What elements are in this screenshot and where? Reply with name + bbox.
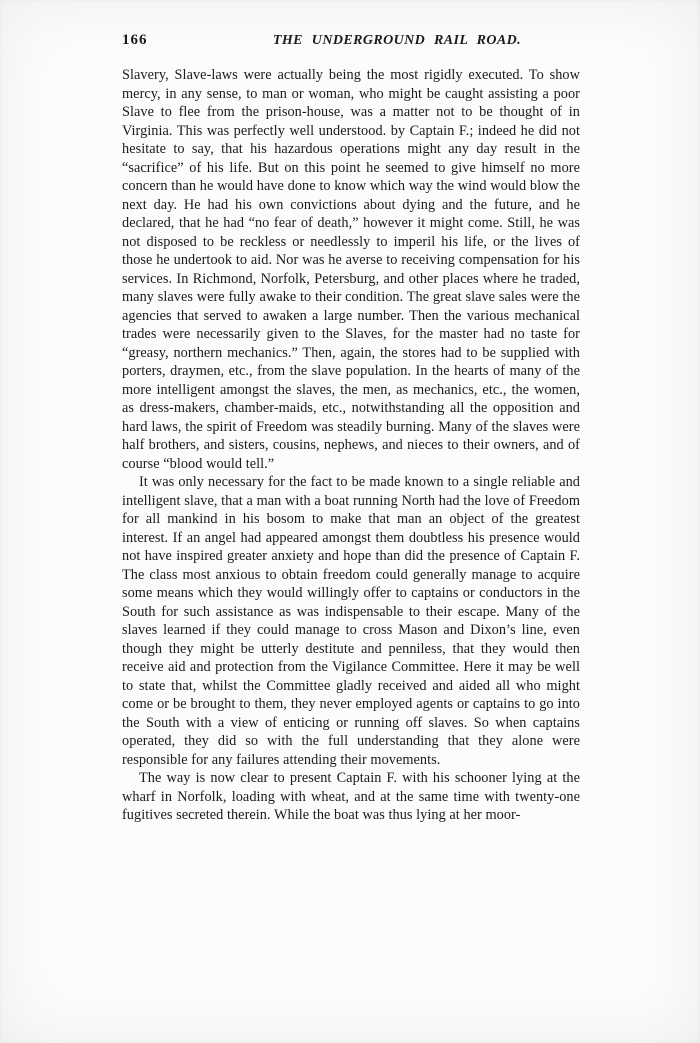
body-paragraph: It was only necessary for the fact to be made known to a single reliable and intelligent slave, that a man with a boat running North had the love of Freedom for all mankind in his bosom to make that man an object of the greatest interest. If an angel had appeared amongst them doubtless his presence would not have inspired greater anxiety and hope than did the presence of Captain F. The class most anxious to obtain freedom could generally manage to acquire some means which they would willingly offer to captains or conductors in the South for such assistance as was indispensable to their escape. Many of the slaves learned if they could manage to cross Mason and Dixon’s line, even though they might be utterly destitute and penniless, that they would then receive aid and protection from the Vigilance Committee. Here it may be well to state that, whilst the Committee gladly received and aided all who might come or be brought to them, they never employed agents or captains to go into the South with a view of enticing or running off slaves. So when captains operated, they did so with the full understanding that they alone were responsible for any failures attending their movements. [122, 474, 580, 768]
page-body [122, 66, 580, 825]
body-paragraph: Slavery, Slave-laws were actually being the most rigidly executed. To show mercy, in any sense, to man or woman, who might be caught assisting a poor Slave to flee from the prison-house, was a matter not to be thought of in Virginia. This was perfectly well understood. by Captain F.; indeed he did not hesitate to say, that his hazardous operations might any day result in the “sacrifice” of his life. But on this point he seemed to give himself no more concern than he would have done to know which way the wind would blow the next day. He had his own convictions about dying and the future, and he declared, that he had “no fear of death,” however it might come. Still, he was not disposed to be reckless or needlessly to imperil his life, or the lives of those he undertook to aid. Nor was he averse to receiving compensation for his services. In Richmond, Norfolk, Petersburg, and other places where he traded, many slaves were fully awake to their condition. The great slave sales were the agencies that served to awaken a large number. Then the various mechanical trades were necessarily given to the Slaves, for the master had no taste for “greasy, northern mechanics.” Then, again, the stores had to be supplied with porters, draymen, etc., from the slave population. In the hearts of many of the more intelligent amongst the slaves, the men, as mechanics, etc., the women, as dress-makers, chamber-maids, etc., notwithstanding all the opposition and hard laws, the spirit of Freedom was steadily burning. Many of the slaves were half brothers, and sisters, cousins, nephews, and nieces to their owners, and of course “blood would tell.” [122, 67, 580, 472]
page-number: 166 [122, 32, 148, 48]
text-block [122, 30, 580, 825]
body-paragraph: The way is now clear to present Captain F. with his schooner lying at the wharf in Norfolk, loading with wheat, and at the same time with twenty-one fugitives secreted therein. While the boat was thus lying at her moor- [122, 770, 580, 823]
running-header [122, 30, 580, 52]
running-header-title: THE UNDERGROUND RAIL ROAD. [272, 33, 522, 48]
